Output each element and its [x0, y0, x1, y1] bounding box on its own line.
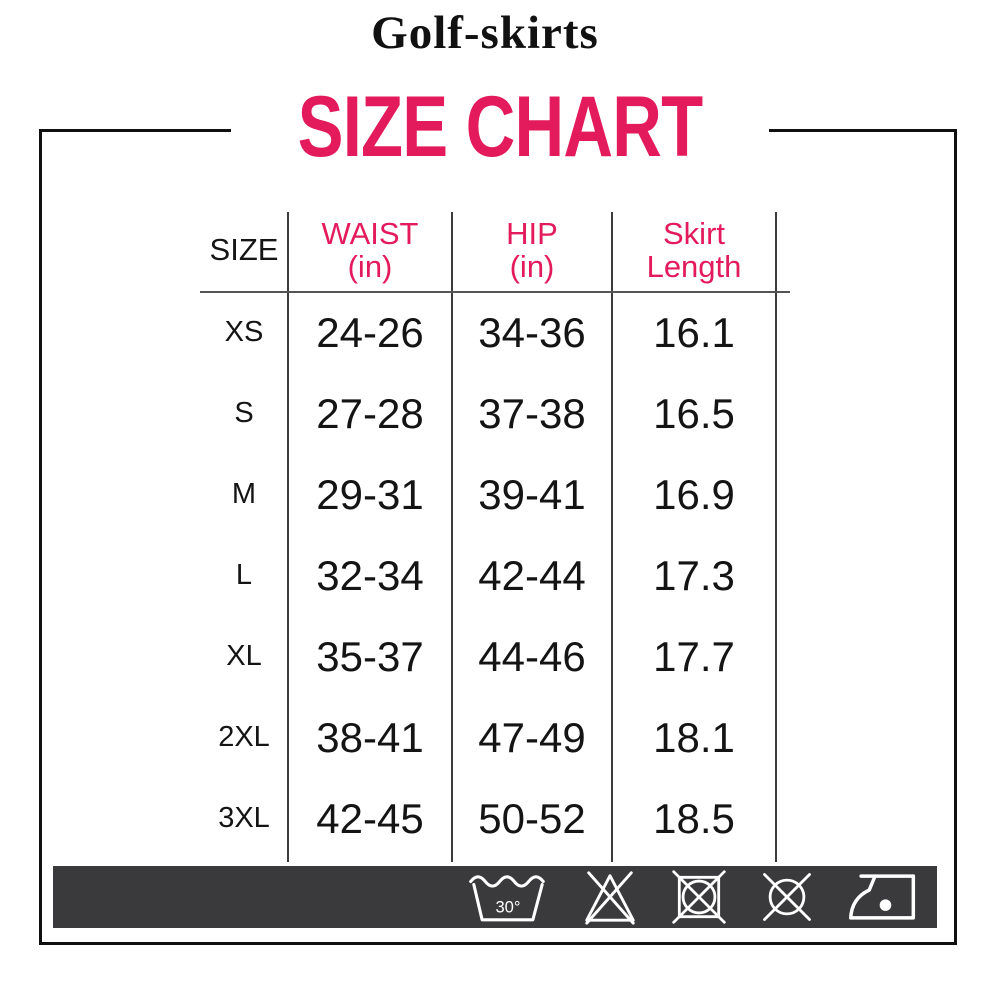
size-cell: S	[234, 397, 254, 429]
table-row	[200, 616, 780, 697]
hip-cell: 39-41	[478, 470, 586, 518]
care-instructions-bar	[53, 866, 937, 928]
length-cell: 16.9	[653, 470, 735, 518]
table-row	[200, 697, 780, 778]
length-cell: 17.7	[653, 632, 735, 680]
hip-cell: 44-46	[478, 632, 586, 680]
page-title	[231, 79, 769, 175]
waist-cell: 32-34	[316, 551, 424, 599]
waist-cell: 29-31	[316, 470, 424, 518]
waist-cell: 38-41	[316, 713, 424, 761]
brand-title: Golf-skirts	[371, 7, 599, 59]
size-cell: 2XL	[218, 721, 270, 753]
table-header-row	[200, 208, 780, 292]
table-row	[200, 454, 780, 535]
page-title-text: SIZE CHART	[297, 79, 703, 175]
table-row	[200, 535, 780, 616]
column-header-skirt-length	[612, 208, 776, 292]
column-header-waist	[288, 208, 452, 292]
header-sublabel: (in)	[347, 249, 393, 284]
header-label: WAIST	[321, 215, 419, 251]
do-not-tumble-dry-icon	[667, 867, 731, 927]
length-cell: 17.3	[653, 551, 735, 599]
header-label: HIP	[506, 215, 558, 251]
hip-cell: 42-44	[478, 551, 586, 599]
size-cell: 3XL	[218, 802, 270, 834]
do-not-bleach-icon	[577, 867, 643, 927]
table-row	[200, 778, 780, 859]
waist-cell: 35-37	[316, 632, 424, 680]
svg-text:30°: 30°	[495, 897, 521, 917]
header-sublabel: (in)	[509, 249, 555, 284]
table-row	[200, 292, 780, 373]
length-cell: 16.1	[653, 308, 735, 356]
size-table	[200, 208, 780, 859]
header-label: SIZE	[209, 232, 279, 268]
header-label: Skirt	[663, 215, 725, 251]
length-cell: 18.1	[653, 713, 735, 761]
waist-cell: 42-45	[316, 794, 424, 842]
column-header-size	[200, 208, 288, 292]
wash-30-icon	[463, 868, 553, 926]
length-cell: 16.5	[653, 389, 735, 437]
size-cell: L	[235, 559, 253, 591]
table-row	[200, 373, 780, 454]
header-sublabel: Length	[646, 249, 742, 284]
column-header-hip	[452, 208, 612, 292]
waist-cell: 24-26	[316, 308, 424, 356]
do-not-dry-clean-icon	[755, 867, 819, 927]
hip-cell: 50-52	[478, 794, 586, 842]
size-cell: XS	[224, 316, 264, 348]
hip-cell: 34-36	[478, 308, 586, 356]
hip-cell: 47-49	[478, 713, 586, 761]
size-cell: M	[231, 478, 257, 510]
iron-icon	[843, 868, 921, 926]
size-cell: XL	[226, 640, 262, 672]
waist-cell: 27-28	[316, 389, 424, 437]
hip-cell: 37-38	[478, 389, 586, 437]
length-cell: 18.5	[653, 794, 735, 842]
